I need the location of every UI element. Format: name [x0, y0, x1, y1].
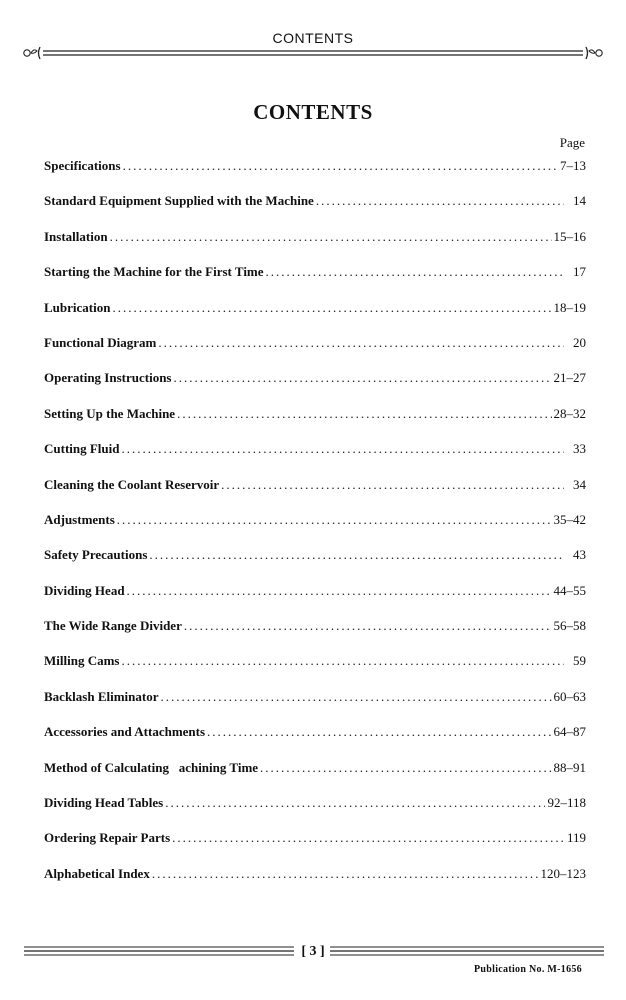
toc-entry-page: 15–16: [553, 228, 586, 244]
toc-entry-page: 92–118: [547, 795, 586, 811]
page-title: CONTENTS: [253, 100, 373, 124]
toc-entry-page: 18–19: [553, 299, 586, 315]
toc-entry-title: Alphabetical Index: [44, 865, 150, 881]
toc-entry-title: Installation: [44, 228, 108, 244]
toc-entry-title: Cleaning the Coolant Reservoir: [44, 476, 220, 492]
dot-leader: [110, 229, 552, 245]
dot-leader: [123, 158, 558, 174]
toc-entry-page: 7–13: [560, 158, 586, 173]
toc-entry-page: 43: [573, 547, 586, 563]
dot-leader: [121, 653, 564, 669]
toc-entry-title: Functional Diagram: [44, 334, 157, 350]
toc-entry: [44, 158, 586, 193]
table-of-contents: [44, 158, 586, 901]
dot-leader: [149, 547, 564, 563]
toc-entry-page: 120–123: [540, 865, 586, 881]
toc-entry-title: Method of Calculating achining Time: [44, 759, 259, 775]
toc-entry-page: 17: [573, 264, 586, 280]
toc-entry-title: Dividing Head Tables: [44, 795, 164, 811]
running-head: CONTENTS: [272, 30, 354, 46]
toc-entry: [44, 335, 586, 370]
toc-entry-page: 28–32: [553, 405, 586, 421]
toc-entry-title: Setting Up the Machine: [44, 405, 176, 421]
toc-entry: [44, 264, 586, 299]
toc-entry-title: Lubrication: [44, 299, 111, 315]
publication-number: Publication No. M-1656: [474, 964, 582, 975]
toc-entry: [44, 370, 586, 405]
toc-entry-page: 35–42: [553, 511, 586, 527]
toc-entry: [44, 477, 586, 512]
dot-leader: [173, 370, 551, 386]
dot-leader: [117, 512, 552, 528]
toc-entry-title: Standard Equipment Supplied with the Machine: [44, 193, 314, 209]
dot-leader: [266, 264, 564, 280]
dot-leader: [152, 866, 539, 882]
toc-entry: [44, 760, 586, 795]
toc-entry-title: Milling Cams: [44, 653, 120, 669]
dot-leader: [122, 441, 565, 457]
toc-entry-page: 56–58: [553, 618, 586, 634]
toc-entry-title: Starting the Machine for the First Time: [44, 264, 264, 280]
toc-entry-page: 119: [566, 830, 586, 846]
toc-entry-title: The Wide Range Divider: [44, 618, 182, 634]
dot-leader: [158, 335, 564, 351]
toc-entry-page: 34: [573, 476, 586, 492]
page-column-label: Page: [559, 135, 585, 150]
toc-entry-page: 64–87: [553, 724, 586, 740]
toc-entry: [44, 193, 586, 228]
dot-leader: [260, 760, 551, 776]
dot-leader: [316, 193, 564, 209]
toc-entry-page: 20: [573, 334, 586, 350]
toc-entry-title: Cutting Fluid: [44, 441, 120, 457]
dot-leader: [161, 689, 552, 705]
toc-entry: [44, 795, 586, 830]
toc-entry: [44, 583, 586, 618]
toc-entry-page: 59: [573, 653, 586, 669]
dot-leader: [165, 795, 545, 811]
dot-leader: [207, 724, 551, 740]
toc-entry-title: Ordering Repair Parts: [44, 830, 171, 846]
toc-entry: [44, 724, 586, 759]
toc-entry: [44, 653, 586, 688]
toc-entry: [44, 441, 586, 476]
footer-rule-right: [330, 943, 604, 963]
dot-leader: [221, 477, 564, 493]
toc-entry-title: Backlash Eliminator: [44, 688, 159, 704]
dot-leader: [177, 406, 551, 422]
toc-entry-page: 60–63: [553, 688, 586, 704]
toc-entry-title: Safety Precautions: [44, 547, 148, 563]
toc-entry: [44, 300, 586, 335]
page-number: [ 3 ]: [301, 944, 325, 959]
toc-entry: [44, 229, 586, 264]
toc-entry-title: Adjustments: [44, 511, 115, 527]
dot-leader: [172, 830, 564, 846]
toc-entry: [44, 547, 586, 582]
toc-entry-page: 44–55: [553, 582, 586, 598]
toc-entry-title: Dividing Head: [44, 582, 125, 598]
toc-entry-page: 21–27: [553, 370, 586, 386]
toc-entry-page: 88–91: [553, 759, 586, 775]
toc-entry: [44, 406, 586, 441]
toc-entry: [44, 512, 586, 547]
toc-entry: [44, 866, 586, 901]
dot-leader: [184, 618, 552, 634]
toc-entry-title: Specifications: [44, 158, 121, 173]
toc-entry: [44, 618, 586, 653]
toc-entry-page: 33: [573, 441, 586, 457]
toc-entry-page: 14: [573, 193, 586, 209]
toc-entry: [44, 689, 586, 724]
toc-entry: [44, 830, 586, 865]
toc-entry-title: Operating Instructions: [44, 370, 172, 386]
header-ornamental-rule: [22, 44, 604, 62]
dot-leader: [112, 300, 551, 316]
toc-entry-title: Accessories and Attachments: [44, 724, 206, 740]
footer-rule-left: [24, 943, 294, 963]
dot-leader: [127, 583, 552, 599]
